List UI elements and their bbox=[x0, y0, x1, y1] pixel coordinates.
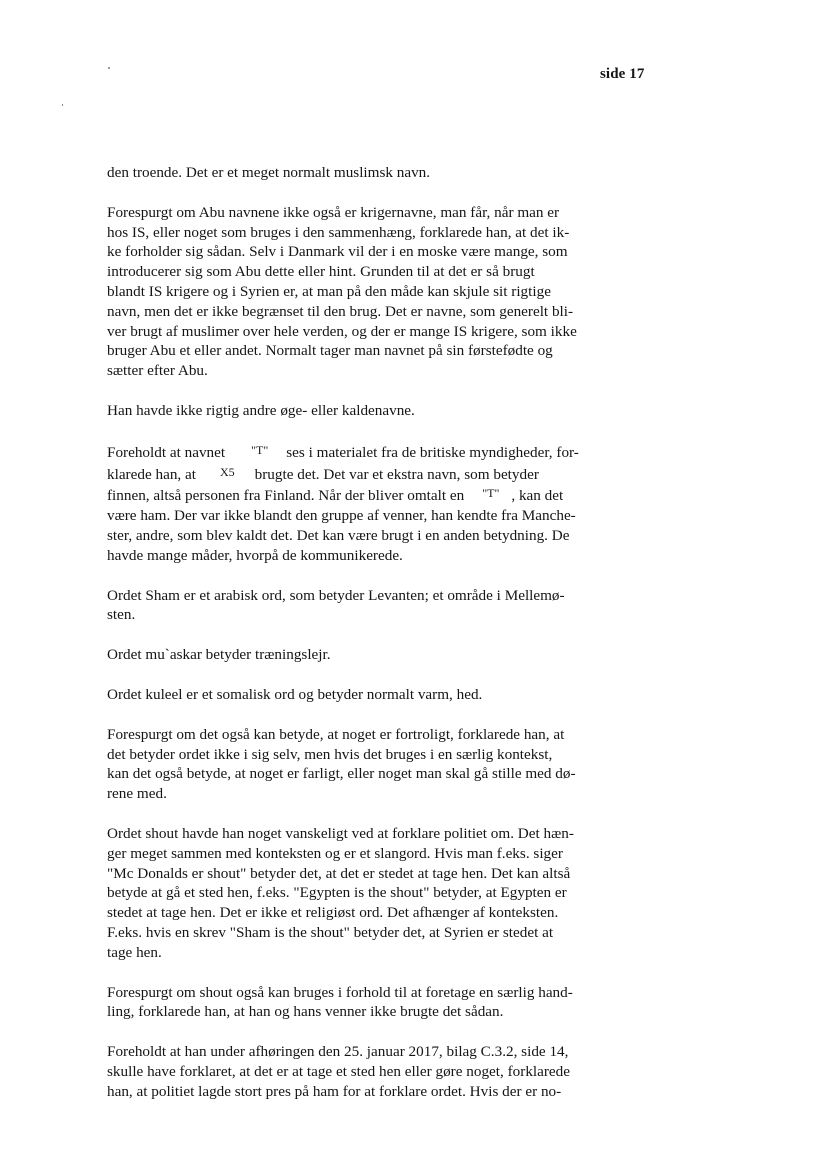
text-line: Ordet kuleel er et somalisk ord og betyder normalt varm, hed. bbox=[107, 685, 483, 703]
text-line: stedet at tage hen. Det er ikke et religiøst ord. Det afhænger af konteksten. bbox=[107, 904, 559, 922]
text-line: navn, men det er ikke begrænset til den brug. Det er navne, som generelt bli- bbox=[107, 302, 574, 320]
document-body bbox=[107, 163, 603, 1121]
paragraph-7 bbox=[107, 685, 603, 705]
text-line: ger meget sammen med konteksten og er et slangord. Hvis man f.eks. siger bbox=[107, 844, 563, 862]
text-line: hos IS, eller noget som bruges i den sammenhæng, forklarede han, at det ik- bbox=[107, 223, 570, 241]
text-line: sten. bbox=[107, 606, 136, 624]
text-line: være ham. Der var ikke blandt den gruppe af venner, han kendte fra Manche- bbox=[107, 507, 576, 525]
text-fragment: finnen, altså personen fra Finland. Når der bliver omtalt en bbox=[107, 487, 465, 505]
text-line: tage hen. bbox=[107, 943, 162, 961]
text-line: "Mc Donalds er shout" betyder det, at det er stedet at tage hen. Det kan altså bbox=[107, 864, 571, 882]
scan-speck bbox=[62, 104, 63, 106]
text-line: F.eks. hvis en skrev "Sham is the shout" betyder det, at Syrien er stedet at bbox=[107, 923, 554, 941]
text-line: det betyder ordet ikke i sig selv, men hvis det bruges i en særlig kontekst, bbox=[107, 745, 553, 763]
text-line: introducerer sig som Abu dette eller hint. Grunden til at det er så brugt bbox=[107, 263, 535, 281]
text-fragment: , kan det bbox=[511, 487, 564, 505]
redaction-marker: X5 bbox=[219, 464, 235, 479]
text-line: Forespurgt om shout også kan bruges i forhold til at foretage en særlig hand- bbox=[107, 983, 573, 1001]
text-fragment: klarede han, at bbox=[107, 465, 196, 483]
paragraph-8 bbox=[107, 725, 603, 804]
paragraph-9 bbox=[107, 824, 603, 963]
text-line: Ordet mu`askar betyder træningslejr. bbox=[107, 646, 331, 664]
text-line: han, at politiet lagde stort pres på ham for at forklare ordet. Hvis der er no- bbox=[107, 1082, 562, 1100]
text-fragment: brugte det. Det var et ekstra navn, som betyder bbox=[254, 465, 539, 483]
text-line: Ordet shout havde han noget vanskeligt ved at forklare politiet om. Det hæn- bbox=[107, 824, 574, 842]
text-fragment: ses i materialet fra de britiske myndigheder, for- bbox=[286, 443, 579, 461]
text-line: Forespurgt om det også kan betyde, at noget er fortroligt, forklarede han, at bbox=[107, 725, 565, 743]
text-line: Foreholdt at han under afhøringen den 25. januar 2017, bilag C.3.2, side 14, bbox=[107, 1043, 569, 1061]
redaction-marker: "T" bbox=[482, 486, 500, 501]
paragraph-6 bbox=[107, 645, 603, 665]
text-line: sætter efter Abu. bbox=[107, 362, 208, 380]
paragraph-5 bbox=[107, 586, 603, 626]
text-line: skulle have forklaret, at det er at tage et sted hen eller gøre noget, forklarede bbox=[107, 1062, 571, 1080]
text-line: blandt IS krigere og i Syrien er, at man på den måde kan skjule sit rigtige bbox=[107, 282, 551, 300]
text-line: ke forholder sig sådan. Selv i Danmark vil der i en moske være mange, som bbox=[107, 243, 568, 261]
text-line: rene med. bbox=[107, 785, 167, 803]
paragraph-3 bbox=[107, 401, 603, 421]
text-line: betyde at gå et sted hen, f.eks. "Egypten is the shout" betyder, at Egypten er bbox=[107, 884, 567, 902]
text-line: havde mange måder, hvorpå de kommunikerede. bbox=[107, 546, 403, 564]
text-line: ling, forklarede han, at han og hans venner ikke brugte det sådan. bbox=[107, 1003, 504, 1021]
text-line: Han havde ikke rigtig andre øge- eller kaldenavne. bbox=[107, 401, 415, 419]
paragraph-4 bbox=[107, 441, 603, 566]
paragraph-11 bbox=[107, 1042, 603, 1101]
text-line: bruger Abu et eller andet. Normalt tager man navnet på sin førstefødte og bbox=[107, 342, 553, 360]
page-number: side 17 bbox=[600, 66, 645, 82]
text-line: ver brugt af muslimer over hele verden, og der er mange IS krigere, som ikke bbox=[107, 322, 577, 340]
paragraph-2 bbox=[107, 203, 603, 381]
redaction-marker: "T" bbox=[251, 442, 269, 457]
text-line: den troende. Det er et meget normalt muslimsk navn. bbox=[107, 164, 431, 181]
text-line: Forespurgt om Abu navnene ikke også er krigernavne, man får, når man er bbox=[107, 203, 560, 221]
scan-speck bbox=[108, 67, 110, 69]
text-line: ster, andre, som blev kaldt det. Det kan være brugt i en anden betydning. De bbox=[107, 526, 570, 544]
text-line: Ordet Sham er et arabisk ord, som betyder Levanten; et område i Mellemø- bbox=[107, 586, 565, 604]
text-fragment: Foreholdt at navnet bbox=[107, 443, 226, 461]
text-line: kan det også betyde, at noget er farligt, eller noget man skal gå stille med dø- bbox=[107, 765, 576, 783]
paragraph-1 bbox=[107, 163, 603, 183]
paragraph-10 bbox=[107, 983, 603, 1023]
